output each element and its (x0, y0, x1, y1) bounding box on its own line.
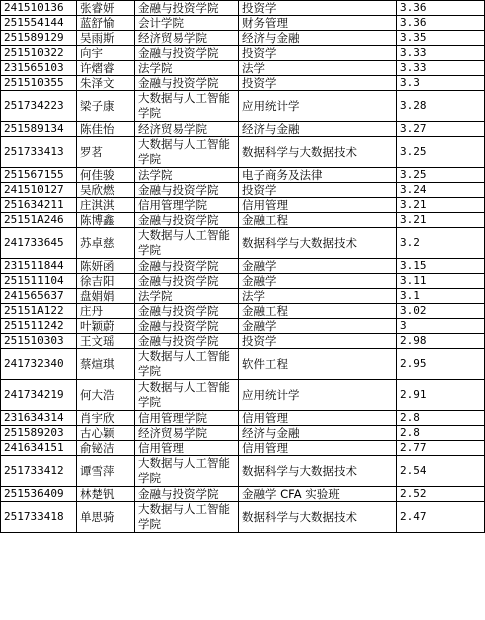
gpa-cell: 3.27 (397, 122, 485, 137)
gpa-cell: 2.47 (397, 502, 485, 533)
major-cell: 信用管理 (239, 411, 397, 426)
student-id-cell: 251510322 (1, 46, 77, 61)
student-id-cell: 251510303 (1, 334, 77, 349)
college-cell: 大数据与人工智能学院 (135, 349, 239, 380)
gpa-cell: 3.02 (397, 304, 485, 319)
table-row (1, 46, 485, 61)
major-cell: 金融工程 (239, 304, 397, 319)
gpa-cell: 2.95 (397, 349, 485, 380)
table-row (1, 411, 485, 426)
table-row (1, 228, 485, 259)
student-name-cell: 何佳骏 (77, 168, 135, 183)
gpa-cell: 2.54 (397, 456, 485, 487)
student-id-cell: 251733413 (1, 137, 77, 168)
major-cell: 金融学 CFA 实验班 (239, 487, 397, 502)
table-row (1, 349, 485, 380)
college-cell: 信用管理 (135, 441, 239, 456)
college-cell: 大数据与人工智能学院 (135, 137, 239, 168)
table-row (1, 183, 485, 198)
gpa-cell: 3.15 (397, 259, 485, 274)
student-name-cell: 苏卓慈 (77, 228, 135, 259)
gpa-cell: 2.98 (397, 334, 485, 349)
student-id-cell: 251510355 (1, 76, 77, 91)
table-row (1, 122, 485, 137)
table-row (1, 61, 485, 76)
table-row (1, 213, 485, 228)
major-cell: 数据科学与大数据技术 (239, 228, 397, 259)
student-name-cell: 盘娟娟 (77, 289, 135, 304)
college-cell: 金融与投资学院 (135, 213, 239, 228)
student-name-cell: 古心颖 (77, 426, 135, 441)
major-cell: 信用管理 (239, 441, 397, 456)
table-row (1, 426, 485, 441)
major-cell: 投资学 (239, 1, 397, 16)
major-cell: 金融学 (239, 319, 397, 334)
major-cell: 应用统计学 (239, 380, 397, 411)
college-cell: 会计学院 (135, 16, 239, 31)
student-id-cell: 251733418 (1, 502, 77, 533)
major-cell: 财务管理 (239, 16, 397, 31)
student-name-cell: 单思骑 (77, 502, 135, 533)
student-id-cell: 251589134 (1, 122, 77, 137)
student-id-cell: 251734223 (1, 91, 77, 122)
student-id-cell: 241733645 (1, 228, 77, 259)
student-name-cell: 陈佳怡 (77, 122, 135, 137)
college-cell: 金融与投资学院 (135, 259, 239, 274)
major-cell: 经济与金融 (239, 31, 397, 46)
student-id-cell: 241510127 (1, 183, 77, 198)
major-cell: 金融学 (239, 259, 397, 274)
student-name-cell: 陈博鑫 (77, 213, 135, 228)
college-cell: 大数据与人工智能学院 (135, 380, 239, 411)
student-id-cell: 251554144 (1, 16, 77, 31)
student-id-cell: 241634151 (1, 441, 77, 456)
gpa-cell: 3 (397, 319, 485, 334)
student-id-cell: 241565637 (1, 289, 77, 304)
table-row (1, 304, 485, 319)
student-id-cell: 251511104 (1, 274, 77, 289)
major-cell: 经济与金融 (239, 426, 397, 441)
gpa-cell: 3.35 (397, 31, 485, 46)
table-row (1, 274, 485, 289)
student-name-cell: 蓝舒愉 (77, 16, 135, 31)
student-id-cell: 251634211 (1, 198, 77, 213)
gpa-cell: 3.24 (397, 183, 485, 198)
major-cell: 数据科学与大数据技术 (239, 137, 397, 168)
college-cell: 经济贸易学院 (135, 426, 239, 441)
student-name-cell: 叶颖蔚 (77, 319, 135, 334)
table-row (1, 334, 485, 349)
table-row (1, 441, 485, 456)
major-cell: 信用管理 (239, 198, 397, 213)
college-cell: 法学院 (135, 61, 239, 76)
gpa-cell: 2.8 (397, 411, 485, 426)
student-name-cell: 肖宇欣 (77, 411, 135, 426)
major-cell: 投资学 (239, 183, 397, 198)
student-name-cell: 吴欣燃 (77, 183, 135, 198)
gpa-cell: 3.21 (397, 213, 485, 228)
student-name-cell: 张睿妍 (77, 1, 135, 16)
college-cell: 金融与投资学院 (135, 319, 239, 334)
college-cell: 经济贸易学院 (135, 122, 239, 137)
gpa-cell: 3.25 (397, 168, 485, 183)
student-name-cell: 谭雪萍 (77, 456, 135, 487)
major-cell: 金融工程 (239, 213, 397, 228)
table-row (1, 198, 485, 213)
college-cell: 金融与投资学院 (135, 304, 239, 319)
gpa-cell: 3.33 (397, 46, 485, 61)
table-row (1, 76, 485, 91)
major-cell: 法学 (239, 289, 397, 304)
major-cell: 数据科学与大数据技术 (239, 456, 397, 487)
gpa-cell: 3.25 (397, 137, 485, 168)
gpa-cell: 3.28 (397, 91, 485, 122)
gpa-cell: 2.52 (397, 487, 485, 502)
gpa-cell: 2.91 (397, 380, 485, 411)
student-name-cell: 罗茗 (77, 137, 135, 168)
college-cell: 大数据与人工智能学院 (135, 228, 239, 259)
student-id-cell: 231634314 (1, 411, 77, 426)
table-row (1, 456, 485, 487)
gpa-cell: 3.2 (397, 228, 485, 259)
college-cell: 金融与投资学院 (135, 76, 239, 91)
student-name-cell: 庄丹 (77, 304, 135, 319)
student-name-cell: 林楚钒 (77, 487, 135, 502)
college-cell: 金融与投资学院 (135, 1, 239, 16)
college-cell: 大数据与人工智能学院 (135, 502, 239, 533)
gpa-cell: 3.3 (397, 76, 485, 91)
gpa-cell: 3.21 (397, 198, 485, 213)
major-cell: 经济与金融 (239, 122, 397, 137)
student-id-cell: 231511844 (1, 259, 77, 274)
major-cell: 投资学 (239, 46, 397, 61)
table-row (1, 289, 485, 304)
student-id-cell: 241732340 (1, 349, 77, 380)
student-name-cell: 何大浩 (77, 380, 135, 411)
student-name-cell: 许熠睿 (77, 61, 135, 76)
table-row (1, 259, 485, 274)
student-name-cell: 向宇 (77, 46, 135, 61)
student-id-cell: 251589203 (1, 426, 77, 441)
student-id-cell: 25151A122 (1, 304, 77, 319)
major-cell: 投资学 (239, 334, 397, 349)
gpa-cell: 2.8 (397, 426, 485, 441)
college-cell: 大数据与人工智能学院 (135, 91, 239, 122)
gpa-cell: 3.36 (397, 16, 485, 31)
table-row (1, 1, 485, 16)
student-id-cell: 251536409 (1, 487, 77, 502)
gpa-cell: 2.77 (397, 441, 485, 456)
student-id-cell: 241510136 (1, 1, 77, 16)
major-cell: 金融学 (239, 274, 397, 289)
table-row (1, 31, 485, 46)
student-name-cell: 陈妍函 (77, 259, 135, 274)
student-name-cell: 朱泽文 (77, 76, 135, 91)
table-row (1, 502, 485, 533)
student-name-cell: 庄淇淇 (77, 198, 135, 213)
major-cell: 数据科学与大数据技术 (239, 502, 397, 533)
major-cell: 电子商务及法律 (239, 168, 397, 183)
table-body (1, 1, 485, 533)
college-cell: 信用管理学院 (135, 411, 239, 426)
student-id-cell: 251589129 (1, 31, 77, 46)
student-id-cell: 251511242 (1, 319, 77, 334)
college-cell: 金融与投资学院 (135, 46, 239, 61)
college-cell: 经济贸易学院 (135, 31, 239, 46)
college-cell: 金融与投资学院 (135, 487, 239, 502)
student-name-cell: 梁子康 (77, 91, 135, 122)
student-id-cell: 251567155 (1, 168, 77, 183)
college-cell: 金融与投资学院 (135, 183, 239, 198)
table-row (1, 319, 485, 334)
student-name-cell: 蔡煊琪 (77, 349, 135, 380)
table-row (1, 91, 485, 122)
college-cell: 金融与投资学院 (135, 274, 239, 289)
student-id-cell: 231565103 (1, 61, 77, 76)
student-id-cell: 25151A246 (1, 213, 77, 228)
gpa-cell: 3.1 (397, 289, 485, 304)
student-name-cell: 俞铋洁 (77, 441, 135, 456)
gpa-cell: 3.36 (397, 1, 485, 16)
student-id-cell: 241734219 (1, 380, 77, 411)
table-row (1, 487, 485, 502)
major-cell: 应用统计学 (239, 91, 397, 122)
table-row (1, 380, 485, 411)
table-row (1, 168, 485, 183)
college-cell: 信用管理学院 (135, 198, 239, 213)
student-name-cell: 王文瑶 (77, 334, 135, 349)
college-cell: 法学院 (135, 168, 239, 183)
student-id-cell: 251733412 (1, 456, 77, 487)
college-cell: 大数据与人工智能学院 (135, 456, 239, 487)
major-cell: 软件工程 (239, 349, 397, 380)
major-cell: 投资学 (239, 76, 397, 91)
table-row (1, 137, 485, 168)
student-name-cell: 吴雨斯 (77, 31, 135, 46)
gpa-cell: 3.33 (397, 61, 485, 76)
table-row (1, 16, 485, 31)
major-cell: 法学 (239, 61, 397, 76)
college-cell: 法学院 (135, 289, 239, 304)
college-cell: 金融与投资学院 (135, 334, 239, 349)
student-name-cell: 徐吉阳 (77, 274, 135, 289)
gpa-cell: 3.11 (397, 274, 485, 289)
